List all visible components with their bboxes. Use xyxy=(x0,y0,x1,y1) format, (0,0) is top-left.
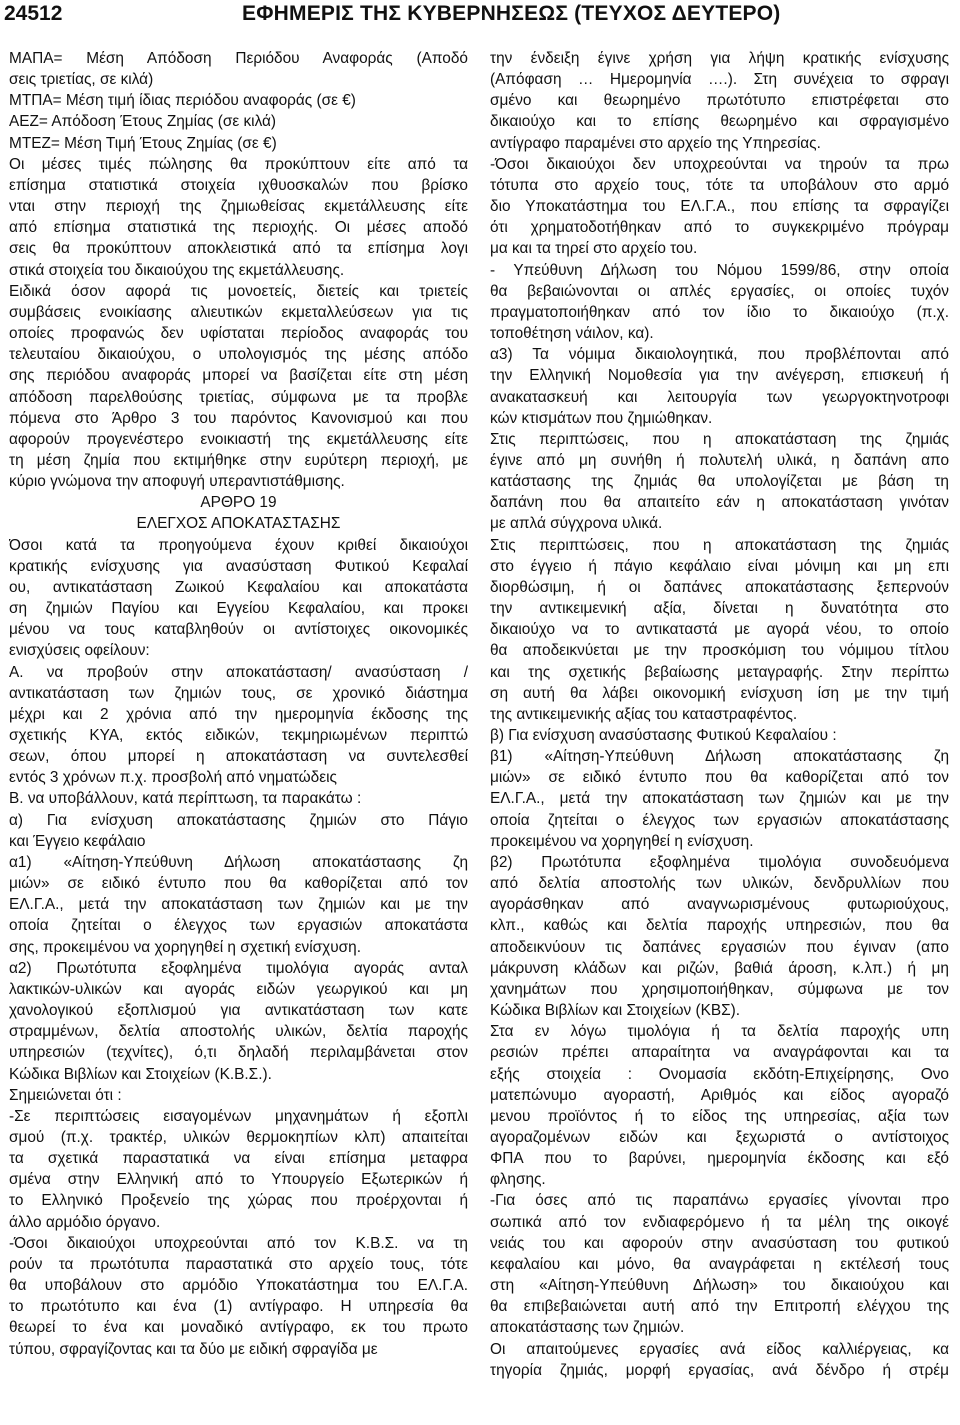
text-line: Ειδικά όσον αφορά τις μονοετείς, διετείς και τριετείς xyxy=(9,282,468,300)
text-line: σμένο και θεωρημένο πρωτότυπο επιστρέφεται στο xyxy=(490,92,949,110)
text-line: θεωρεί το ένα και μοναδικό αντίγραφο, εκ του πρωτο xyxy=(9,1319,468,1337)
right-column xyxy=(490,48,949,1420)
text-line: ΜΑΠΑ= Μέση Απόδοση Περιόδου Αναφοράς (Αποδό xyxy=(9,50,468,67)
text-line: ρεσιών πρέπει απαραίτητα να αναγράφονται και τα xyxy=(490,1044,949,1062)
left-column xyxy=(9,48,468,1420)
text-line: Οι απαιτούμενες εργασίες ανά είδος καλλιέργειας, κα xyxy=(490,1340,949,1358)
text-line: ΑΕΖ= Απόδοση Έτους Ζημίας (σε κιλά) xyxy=(9,113,277,131)
text-line: και της σχετικής βεβαίωσης μεταγραφής. Στην περίπτω xyxy=(490,663,949,681)
text-line: αφορούν προγενέστερο ενοικιαστή της εκμετάλλευσης είτε xyxy=(9,430,468,448)
text-line: υπηρεσιών (τεχνίτες), ό,τι δηλαδή περιλαμβάνεται στον xyxy=(9,1044,468,1062)
text-line: αντικατάσταση των ζημιών τους, σε χρονικό διάστημα xyxy=(9,684,468,702)
text-line: α1) «Αίτηση-Υπεύθυνη Δήλωση αποκατάστασης ζη xyxy=(9,853,468,871)
text-line: κρατικής ενίσχυσης για ανασύσταση Φυτικού Κεφαλαί xyxy=(9,557,468,575)
text-line: κατάστασης της ζημιάς θα υπολογίζεται με βάση τη xyxy=(490,473,949,491)
text-line: -Σε περιπτώσεις εισαγομένων μηχανημάτων ή εξοπλι xyxy=(9,1107,468,1125)
text-line: έγινε από μη συνήθη ή πολυτελή υλικά, η δαπάνη απο xyxy=(490,451,949,469)
text-line: - Υπεύθυνη Δήλωση του Νόμου 1599/86, στην οποία xyxy=(490,261,949,279)
text-line: οποία ζητείται ο έλεγχος των εργασιών αποκατάστασης xyxy=(490,811,949,829)
text-line: κύριο γνώμονα την αποφυγή υπεραντιστάθμισης. xyxy=(9,473,345,491)
text-line: σεων, όπου μπορεί η αποκατάσταση να συντελεσθεί xyxy=(9,748,468,766)
page-number: 24512 xyxy=(4,2,63,25)
text-line: και Έγγειο κεφάλαιο xyxy=(9,832,146,850)
text-line: ματεπώνυμο αγοραστή, Αριθμός και είδος αγοραζό xyxy=(490,1086,949,1104)
text-line: αντίγραφο παραμένει στο αρχείο της Υπηρεσίας. xyxy=(490,134,821,152)
text-line: οποίες προφανώς δεν υφίσταται περίοδος αναφοράς του xyxy=(9,325,468,343)
text-line: β) Για ενίσχυση ανασύστασης Φυτικού Κεφαλαίου : xyxy=(490,727,837,744)
text-line: Β. να υποβάλλουν, κατά περίπτωση, τα παρακάτω : xyxy=(9,790,362,808)
text-line: αποκατάστασης των ζημιών. xyxy=(490,1319,685,1337)
text-line: λακτικών-υλικών και αγοράς ειδών γεωργικού και μη xyxy=(9,980,468,998)
article-heading-line: ΑΡΘΡΟ 19 xyxy=(200,494,277,512)
text-line: στη «Αίτηση-Υπεύθυνη Δήλωση» του δικαιούχου και xyxy=(490,1277,949,1295)
text-line: α2) Πρωτότυπα εξοφλημένα τιμολόγια αγοράς ανταλ xyxy=(9,959,468,977)
text-line: ση αυτή θα λάβει οικονομική ενίσχυση ίση με την τιμή xyxy=(490,684,949,702)
text-line: το Ελληνικό Προξενείο της χώρας που προέρχονται ή xyxy=(9,1192,468,1210)
text-line: από επίσημα στατιστικά της περιοχής. Οι μέσες αποδό xyxy=(9,219,468,237)
text-line: θα αποδεικνύεται με την προσκόμιση του νόμιμου τίτλου xyxy=(490,642,949,660)
text-line: σμένα στην Ελληνική από το Υπουργείο Εξωτερικών ή xyxy=(9,1171,468,1189)
text-line: νται στην περιοχή της ζημιωθείσας εκμετάλλευσης είτε xyxy=(9,198,468,216)
text-line: ΦΠΑ που το βαρύνει, ημερομηνία έκδοσης και εξό xyxy=(490,1150,949,1168)
text-line: το πρωτότυπο και ένα (1) αντίγραφο. Η υπηρεσία θα xyxy=(9,1298,468,1316)
text-line: στο έγγειο ή πάγιο κεφάλαιο είναι μόνιμη και μη επι xyxy=(490,557,949,575)
text-line: συμβάσεις ενοικίασης αλιευτικών εκμεταλλεύσεων για τις xyxy=(9,303,468,321)
text-line: ΕΛ.Γ.Α., μετά την αποκατάσταση των ζημιών και με την xyxy=(9,896,468,914)
text-line: σεις θα προκύπτουν αποκλειστικά από τα επίσημα λογι xyxy=(9,240,468,258)
text-line: Α. να προβούν στην αποκατάσταση/ ανασύσταση / xyxy=(9,663,468,681)
text-line: μένου να τους καταβληθούν οι αντίστοιχες οικονομικές xyxy=(9,621,468,639)
text-line: οποία ζητείται ο έλεγχος των εργασιών αποκατάστα xyxy=(9,917,468,935)
text-line: (Απόφαση … Ημερομηνία ….). Στη συνέχεια το σφραγι xyxy=(490,71,949,89)
text-line: ενισχύσεις οφείλουν: xyxy=(9,642,150,660)
text-line: -Όσοι δικαιούχοι δεν υποχρεούνται να τηρούν τα πρω xyxy=(490,155,949,173)
text-line: μιών» σε ειδικό έντυπο που θα καθορίζεται από τον xyxy=(490,769,949,787)
text-line: θα υποβάλουν στο αρμόδιο Υποκατάστημα του ΕΛ.Γ.Α. xyxy=(9,1277,468,1295)
text-line: ρούν τα πρωτότυπα παραστατικά στο αρχείο τους, τότε xyxy=(9,1255,468,1273)
text-line: Οι μέσες τιμές πώλησης θα προκύπτουν είτε από τα xyxy=(9,155,468,173)
text-line: σχετικής ΚΥΑ, εκτός ειδικών, τεκμηριωμένων περιπτώ xyxy=(9,727,468,744)
text-line: της αντικειμενικής αξίας του καταστραφέντος. xyxy=(490,705,798,723)
text-line: μάκρυνση κλάδων και ριζών, βαθιά άροση, κ.λπ.) ή μη xyxy=(490,959,949,977)
text-line: μενου προϊόντος ή το είδος της υπηρεσίας, αξία των xyxy=(490,1107,949,1125)
text-line: σμού (π.χ. τρακτέρ, υλικών θερμοκηπίων κλπ) απαιτείται xyxy=(9,1128,468,1146)
text-line: την ένδειξη έγινε χρήση για λήψη κρατικής ενίσχυσης xyxy=(490,50,949,67)
text-line: σωπικά από τον ενδιαφερόμενο ή τα μέλη της οικογέ xyxy=(490,1213,949,1231)
text-line: θα επιβεβαιώνεται αυτή από την Επιτροπή ελέγχου της xyxy=(490,1298,949,1316)
text-line: άλλο αρμόδιο όργανο. xyxy=(9,1213,161,1231)
running-title: ΕΦΗΜΕΡΙΣ ΤΗΣ ΚΥΒΕΡΝΗΣΕΩΣ (ΤΕΥΧΟΣ ΔΕΥΤΕΡΟ) xyxy=(242,2,781,25)
text-line: την αντικειμενική αξία, δίνεται η δυνατότητα στο xyxy=(490,600,949,618)
text-line: Στις περιπτώσεις, που η αποκατάσταση της ζημιάς xyxy=(490,430,949,448)
text-line: φλησης. xyxy=(490,1171,546,1189)
text-line: τη μέση ζημία που εκτιμήθηκε στην ευρύτερη περιοχή, με xyxy=(9,451,468,469)
text-line: ΜΤΠΑ= Μέση τιμή ίδιας περιόδου αναφοράς (σε €) xyxy=(9,92,356,110)
text-line: χανημάτων που χρησιμοποιήθηκαν, σύμφωνα με τον xyxy=(490,980,949,998)
text-line: α) Για ενίσχυση αποκατάστασης ζημιών στο Πάγιο xyxy=(9,811,468,829)
text-line: μα και τα τηρεί στο αρχείο του. xyxy=(490,240,698,258)
text-line: σεις τριετίας, σε κιλά) xyxy=(9,71,154,89)
text-line: τελευταίου δικαιούχου, ο υπολογισμός της μέσης απόδο xyxy=(9,346,468,364)
text-line: μιών» σε ειδικό έντυπο που θα καθορίζεται από τον xyxy=(9,875,468,893)
text-line: στραμμένων, δελτία αποστολής υλικών, δελτία παροχής xyxy=(9,1023,468,1041)
text-line: την Ελληνική Νομοθεσία για την ανέγερση, επισκευή ή xyxy=(490,367,949,385)
text-line: κλπ., καθώς και δελτία παροχής υπηρεσιών, που θα xyxy=(490,917,949,935)
text-line: πραγματοποιήθηκαν από τον ίδιο το δικαιούχο (π.χ. xyxy=(490,303,949,321)
text-line: θα βεβαιώνονται οι απλές εργασίες, οι οποίες τυχόν xyxy=(490,282,949,300)
text-line: τα σχετικά παραστατικά να είναι επίσημα μεταφρα xyxy=(9,1150,468,1168)
text-line: Κώδικα Βιβλίων και Στοιχείων (ΚΒΣ). xyxy=(490,1002,741,1020)
text-line: Σημειώνεται ότι : xyxy=(9,1086,122,1104)
text-line: στικά στοιχεία του δικαιούχου της εκμετάλλευσης. xyxy=(9,261,345,279)
text-line: Κώδικα Βιβλίων και Στοιχείων (Κ.Β.Σ.). xyxy=(9,1065,272,1083)
text-line: προκειμένου να χορηγηθεί η ενίσχυση. xyxy=(490,832,754,850)
text-line: τότυπα στο αρχείο τους, τότε τα υποβάλουν στο αρμό xyxy=(490,176,949,194)
article-heading-line: ΕΛΕΓΧΟΣ ΑΠΟΚΑΤΑΣΤΑΣΗΣ xyxy=(136,515,341,533)
page-header xyxy=(0,0,960,30)
text-line: κεφαλαίου και μόνο, θα αναγράφεται η εκτέλεσή τους xyxy=(490,1255,949,1273)
text-line: τύπου, σφραγίζοντας και τα δύο με ειδική σφραγίδα με xyxy=(9,1340,378,1358)
text-line: δικαιούχο να το αντικαταστά με αγορά νέου, το οποίο xyxy=(490,621,949,639)
text-line: κών κτισμάτων που ζημιώθηκαν. xyxy=(490,409,713,427)
text-line: ΕΛ.Γ.Α., μετά την αποκατάσταση των ζημιών και με την xyxy=(490,790,949,808)
text-line: εντός 3 χρόνων π.χ. προσβολή από νηματώδεις xyxy=(9,769,337,787)
text-line: -Όσοι δικαιούχοι υποχρεούνται από τον Κ.Β.Σ. να τη xyxy=(9,1234,468,1252)
text-line: β2) Πρωτότυπα εξοφλημένα τιμολόγια συνοδευόμενα xyxy=(490,853,949,871)
text-line: μέχρι και 2 χρόνια από την ημερομηνία έκδοσης της xyxy=(9,705,468,723)
text-line: σης περιόδου αναφοράς μπορεί να βασίζεται είτε στη μέση xyxy=(9,367,468,385)
text-line: αγοραζομένων ειδών και ξεχωριστά ο αντίστοιχος xyxy=(490,1128,949,1146)
text-line: νειάς του και αφορούν στην ανασύσταση του φυτικού xyxy=(490,1234,949,1252)
text-line: Στα εν λόγω τιμολόγια ή τα δελτία παροχής υπη xyxy=(490,1023,949,1041)
text-line: χανολογικού εξοπλισμού για αντικατάσταση των κατε xyxy=(9,1002,468,1020)
text-line: Όσοι κατά τα προηγούμενα έχουν κριθεί δικαιούχοι xyxy=(9,536,468,554)
text-line: α3) Τα νόμιμα δικαιολογητικά, που προβλέπονται από xyxy=(490,346,949,364)
text-line: τοποθέτηση νάιλον, κα). xyxy=(490,325,654,343)
text-line: ση ζημιών Παγίου και Εγγείου Κεφαλαίου, και προκει xyxy=(9,600,468,618)
text-line: απόδοση παρελθούσης τριετίας, σύμφωνα με τα προβλε xyxy=(9,388,468,406)
text-line: εξής στοιχεία : Ονομασία εκδότη-Επιχείρησης, Ονο xyxy=(490,1065,949,1083)
text-line: σης, προκειμένου να χορηγηθεί η σχετική ενίσχυση. xyxy=(9,938,362,956)
text-line: ου, αντικατάσταση Ζωικού Κεφαλαίου και αποκατάστα xyxy=(9,578,468,596)
text-line: δαπάνη που θα απαιτείτο εάν η αποκατάσταση γινόταν xyxy=(490,494,949,512)
text-line: πόμενα στο Άρθρο 3 του παρόντος Κανονισμού και που xyxy=(9,409,468,427)
text-line: τηγορία ζημιάς, μορφή εργασίας, ανά δένδρο ή στρέμ xyxy=(490,1361,949,1379)
text-line: Στις περιπτώσεις, που η αποκατάσταση της ζημιάς xyxy=(490,536,949,554)
text-line: αγοράσθηκαν από αναγνωρισμένους φυτωριούχους, xyxy=(490,896,949,914)
text-line: διο Υποκατάστημα του ΕΛ.Γ.Α., που επίσης τα σφραγίζει xyxy=(490,198,949,216)
text-line: διορθώσιμη, ή οι δαπάνες αποκατάστασης ξεπερνούν xyxy=(490,578,949,596)
text-line: από δελτία αποστολής των υλικών, δενδρυλλίων που xyxy=(490,875,949,893)
text-line: ότι χρηματοδοτήθηκαν από το συγκεκριμένο πρόγραμ xyxy=(490,219,949,237)
text-line: δικαιούχο και το επίσης θεωρημένο και σφραγισμένο xyxy=(490,113,949,131)
text-line: -Για όσες από τις παραπάνω εργασίες γίνονται προ xyxy=(490,1192,949,1210)
text-line: επίσημα στατιστικά στοιχεία ιχθυοσκαλών που βρίσκο xyxy=(9,176,468,194)
text-line: αποδεικνύουν τις δαπάνες εργασιών που έγιναν (απο xyxy=(490,938,949,956)
text-line: ανακατασκευή και λειτουργία των γεωργοκτηνοτροφι xyxy=(490,388,949,406)
text-line: ΜΤΕΖ= Μέση Τιμή Έτους Ζημίας (σε €) xyxy=(9,134,277,152)
text-line: με απλά σύγχρονα υλικά. xyxy=(490,515,663,533)
text-line: β1) «Αίτηση-Υπεύθυνη Δήλωση αποκατάστασης ζη xyxy=(490,748,949,766)
